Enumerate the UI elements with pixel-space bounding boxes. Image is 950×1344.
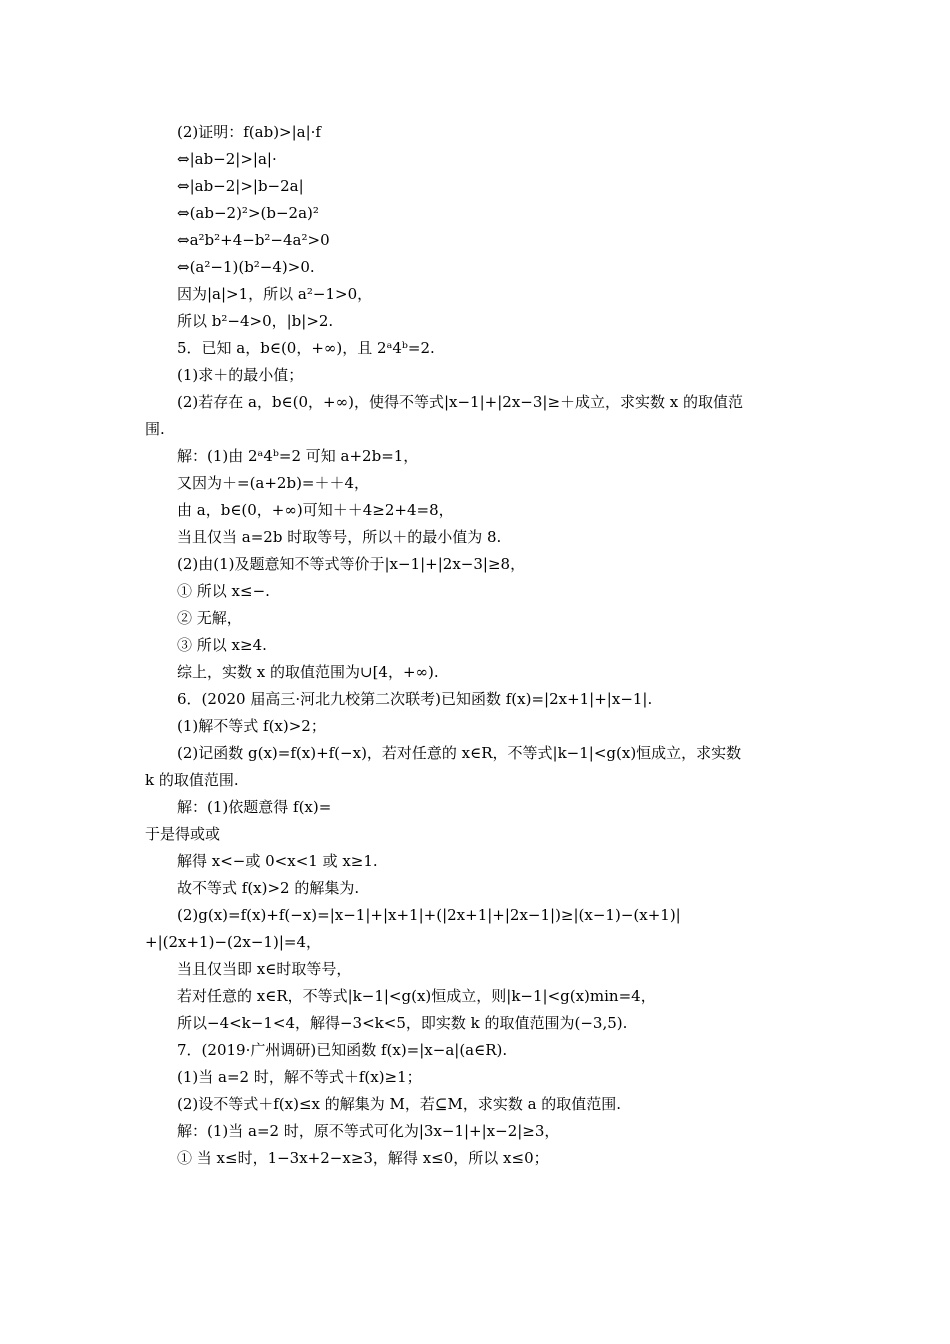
text-line: 由 a，b∈(0，+∞)可知＋＋4≥2+4=8， (177, 501, 454, 519)
text-line: 围. (145, 420, 165, 438)
text-line: 解：(1)由 2ᵃ4ᵇ=2 可知 a+2b=1， (177, 447, 419, 465)
text-line: (1)当 a=2 时，解不等式＋f(x)≥1； (177, 1068, 422, 1086)
text-line: 综上，实数 x 的取值范围为∪[4，+∞). (177, 663, 439, 681)
text-line: (2)记函数 g(x)=f(x)+f(−x)，若对任意的 x∈R，不等式|k−1|<g(x)恒成立，求实数 (177, 744, 742, 762)
text-line: ⇔a²b²+4−b²−4a²>0 (177, 231, 330, 249)
problem-6-heading: 6．(2020 届高三·河北九校第二次联考)已知函数 f(x)=|2x+1|+|x−1|. (177, 690, 653, 708)
text-line: (2)g(x)=f(x)+f(−x)=|x−1|+|x+1|+(|2x+1|+|2x−1|)≥|(x−1)−(x+1)| (177, 906, 681, 924)
text-line: (1)解不等式 f(x)>2； (177, 717, 326, 735)
text-line: 解：(1)当 a=2 时，原不等式可化为|3x−1|+|x−2|≥3， (177, 1122, 560, 1140)
text-line: ⇔(a²−1)(b²−4)>0. (177, 258, 315, 276)
text-line: k 的取值范围. (145, 771, 239, 789)
text-line: +|(2x+1)−(2x−1)|=4， (145, 933, 321, 951)
text-line: (2)证明：f(ab)>|a|·f (177, 123, 321, 141)
text-line: 所以 b²−4>0，|b|>2. (177, 312, 334, 330)
text-line: ⇔|ab−2|>|a|· (177, 150, 277, 168)
text-line: 因为|a|>1，所以 a²−1>0， (177, 285, 373, 303)
text-line: ⇔(ab−2)²>(b−2a)² (177, 204, 319, 222)
text-line: 所以−4<k−1<4，解得−3<k<5，即实数 k 的取值范围为(−3,5). (177, 1014, 628, 1032)
problem-7-heading: 7．(2019·广州调研)已知函数 f(x)=|x−a|(a∈R). (177, 1041, 508, 1059)
text-line: (2)若存在 a，b∈(0，+∞)，使得不等式|x−1|+|2x−3|≥＋成立，求实数 x 的取值范 (177, 393, 744, 411)
problem-5-heading: 5．已知 a，b∈(0，+∞)，且 2ᵃ4ᵇ=2. (177, 339, 435, 357)
text-line: 又因为＋=(a+2b)=＋＋4， (177, 474, 370, 492)
text-line: ③ 所以 x≥4. (177, 636, 267, 654)
text-line: 故不等式 f(x)>2 的解集为. (177, 879, 360, 897)
text-line: ② 无解， (177, 609, 242, 627)
text-line: (2)设不等式＋f(x)≤x 的解集为 M，若⊆M，求实数 a 的取值范围. (177, 1095, 622, 1113)
text-line: (1)求＋的最小值； (177, 366, 304, 384)
text-line: 解：(1)依题意得 f(x)= (177, 798, 332, 816)
text-line: 当且仅当即 x∈时取等号， (177, 960, 352, 978)
text-line: ① 当 x≤时，1−3x+2−x≥3，解得 x≤0，所以 x≤0； (177, 1149, 549, 1167)
text-line: (2)由(1)及题意知不等式等价于|x−1|+|2x−3|≥8， (177, 555, 526, 573)
text-line: 解得 x<−或 0<x<1 或 x≥1. (177, 852, 378, 870)
text-line: ① 所以 x≤−. (177, 582, 270, 600)
text-line: 若对任意的 x∈R，不等式|k−1|<g(x)恒成立，则|k−1|<g(x)min=4， (177, 987, 656, 1005)
text-line: 于是得或或 (145, 825, 221, 843)
text-line: 当且仅当 a=2b 时取等号，所以＋的最小值为 8. (177, 528, 502, 546)
text-line: ⇔|ab−2|>|b−2a| (177, 177, 304, 195)
